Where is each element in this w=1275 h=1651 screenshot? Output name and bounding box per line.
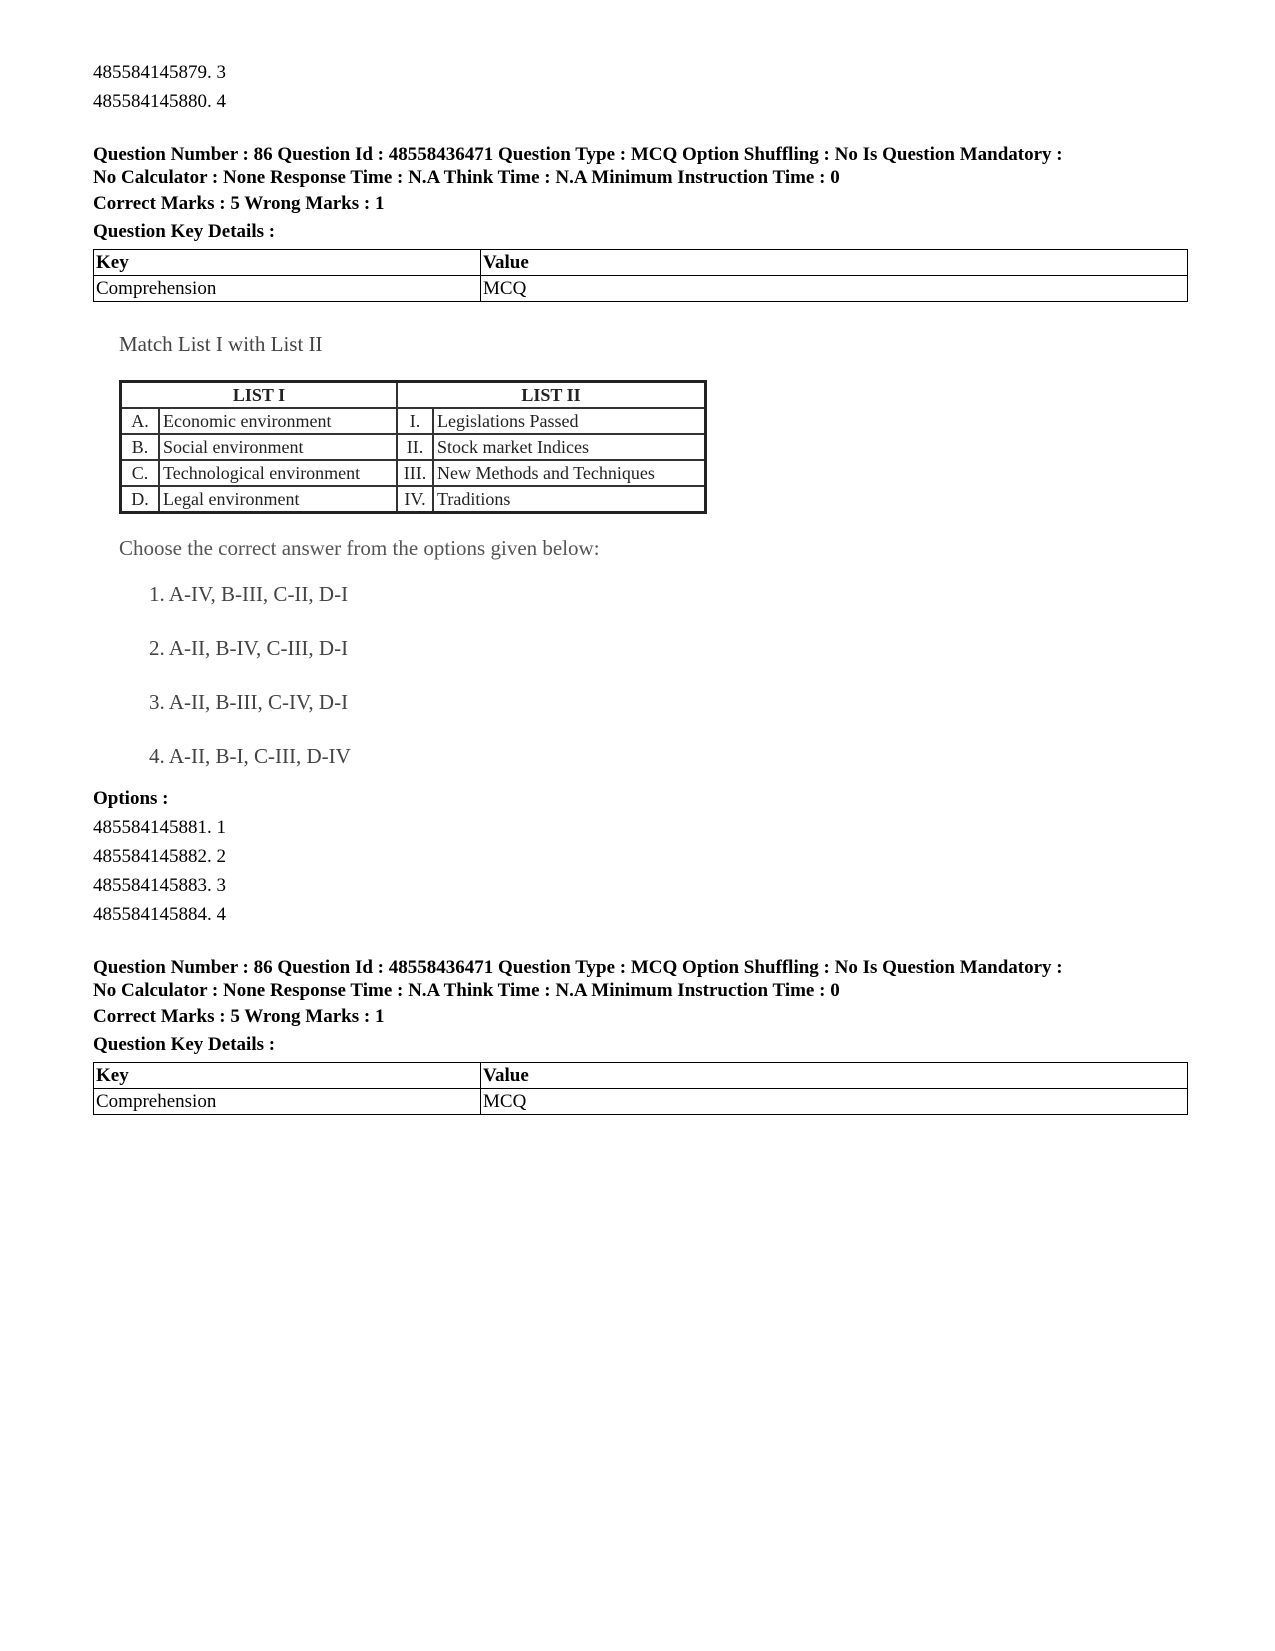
list1-letter: A. xyxy=(121,408,160,434)
options-list xyxy=(93,813,1188,929)
question-header-line2: No Calculator : None Response Time : N.A Think Time : N.A Minimum Instruction Time : 0 xyxy=(93,980,840,1001)
key-header-cell: Key xyxy=(94,250,481,276)
list2-numeral: II. xyxy=(397,434,433,460)
choose-instruction: Choose the correct answer from the options given below: xyxy=(119,536,600,560)
option-item: 485584145883. 3 xyxy=(93,875,226,896)
match-row xyxy=(121,460,706,486)
list2-numeral: III. xyxy=(397,460,433,486)
table-row xyxy=(94,1089,1188,1115)
match-header-row xyxy=(121,382,706,409)
table-header-row xyxy=(94,250,1188,276)
question-block-2 xyxy=(93,956,1188,1115)
list1-text: Legal environment xyxy=(159,486,397,513)
option-item: 485584145884. 4 xyxy=(93,904,226,925)
option-item: 485584145881. 1 xyxy=(93,817,226,838)
table-header-row xyxy=(94,1063,1188,1089)
list1-text: Technological environment xyxy=(159,460,397,486)
key-cell: Comprehension xyxy=(94,276,481,302)
document-page xyxy=(93,58,1188,1115)
question-header-line2: No Calculator : None Response Time : N.A Think Time : N.A Minimum Instruction Time : 0 xyxy=(93,167,840,188)
key-cell: Comprehension xyxy=(94,1089,481,1115)
key-details-label: Question Key Details : xyxy=(93,221,276,242)
question-image xyxy=(119,330,739,770)
question-block-1 xyxy=(93,143,1188,929)
answer-choice: 2. A-II, B-IV, C-III, D-I xyxy=(149,636,349,660)
key-details-table xyxy=(93,249,1188,302)
options-label: Options : xyxy=(93,788,169,809)
previous-options-list xyxy=(93,58,1188,116)
question-header-line1: Question Number : 86 Question Id : 48558436471 Question Type : MCQ Option Shuffling : No Is Question Mandatory : xyxy=(93,957,1063,978)
marks-line: Correct Marks : 5 Wrong Marks : 1 xyxy=(93,193,385,214)
value-cell: MCQ xyxy=(481,1089,1188,1115)
answer-choice: 3. A-II, B-III, C-IV, D-I xyxy=(149,690,349,714)
option-item: 485584145879. 3 xyxy=(93,62,226,83)
match-list-table xyxy=(119,380,707,514)
answer-choice: 1. A-IV, B-III, C-II, D-I xyxy=(149,582,349,606)
value-header-cell: Value xyxy=(481,250,1188,276)
value-cell: MCQ xyxy=(481,276,1188,302)
answer-choices-list xyxy=(119,580,739,770)
list1-text: Economic environment xyxy=(159,408,397,434)
match-row xyxy=(121,434,706,460)
option-item: 485584145882. 2 xyxy=(93,846,226,867)
list1-header: LIST I xyxy=(121,382,398,409)
marks-line: Correct Marks : 5 Wrong Marks : 1 xyxy=(93,1006,385,1027)
question-header-line1: Question Number : 86 Question Id : 48558436471 Question Type : MCQ Option Shuffling : No Is Question Mandatory : xyxy=(93,144,1063,165)
list2-text: New Methods and Techniques xyxy=(433,460,706,486)
list1-letter: B. xyxy=(121,434,160,460)
option-item: 485584145880. 4 xyxy=(93,91,226,112)
list2-text: Traditions xyxy=(433,486,706,513)
list2-text: Stock market Indices xyxy=(433,434,706,460)
key-details-table xyxy=(93,1062,1188,1115)
table-row xyxy=(94,276,1188,302)
list2-numeral: IV. xyxy=(397,486,433,513)
list1-letter: C. xyxy=(121,460,160,486)
list1-text: Social environment xyxy=(159,434,397,460)
question-prompt: Match List I with List II xyxy=(119,332,323,356)
list2-text: Legislations Passed xyxy=(433,408,706,434)
key-details-label: Question Key Details : xyxy=(93,1034,276,1055)
match-row xyxy=(121,486,706,513)
key-header-cell: Key xyxy=(94,1063,481,1089)
answer-choice: 4. A-II, B-I, C-III, D-IV xyxy=(149,744,351,768)
list2-numeral: I. xyxy=(397,408,433,434)
list2-header: LIST II xyxy=(397,382,706,409)
match-row xyxy=(121,408,706,434)
list1-letter: D. xyxy=(121,486,160,513)
value-header-cell: Value xyxy=(481,1063,1188,1089)
